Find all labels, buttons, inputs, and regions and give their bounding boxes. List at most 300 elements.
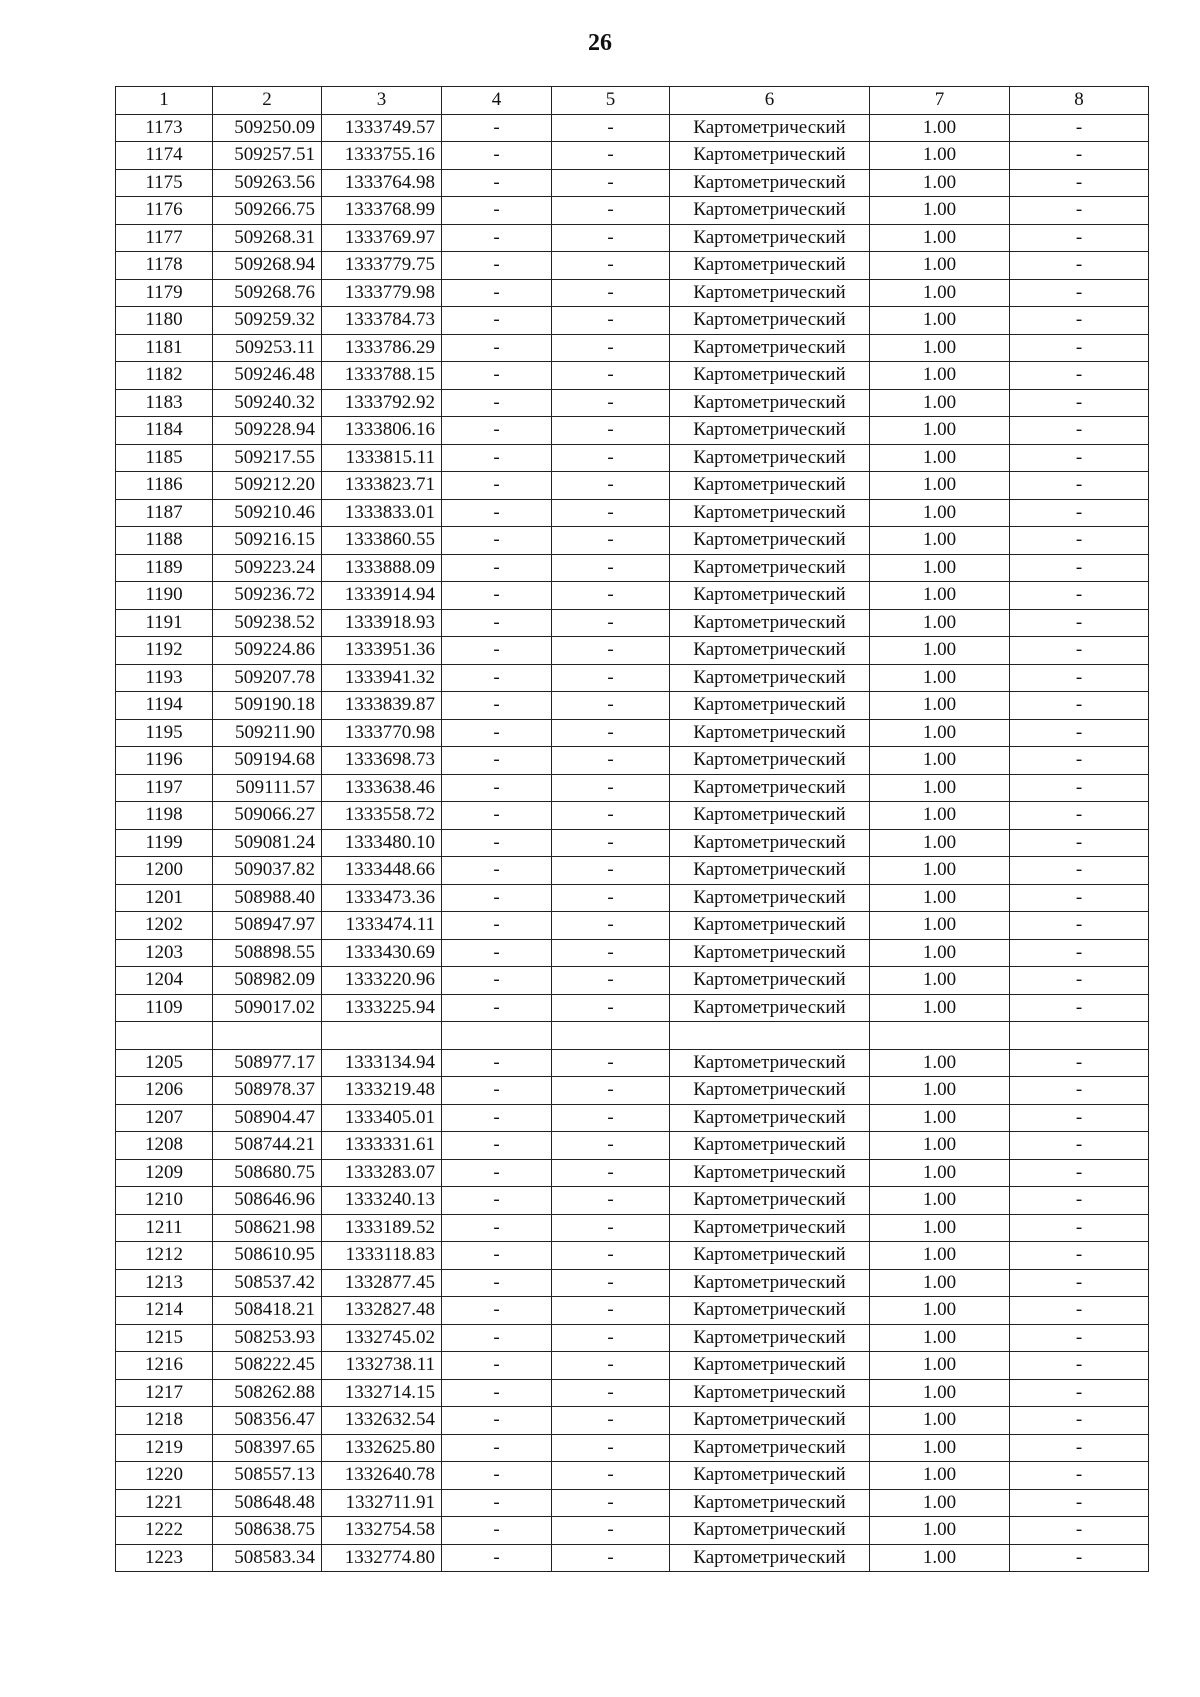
- cell-col-8: -: [1010, 664, 1149, 692]
- cell-col-5: -: [552, 1517, 670, 1545]
- cell-col-5: -: [552, 637, 670, 665]
- cell-point-number: 1186: [116, 472, 213, 500]
- cell-method: Картометрический: [670, 389, 870, 417]
- cell-method: Картометрический: [670, 1159, 870, 1187]
- cell-col-4: -: [442, 554, 552, 582]
- cell-col-5: -: [552, 1352, 670, 1380]
- cell-col-5: -: [552, 1049, 670, 1077]
- cell-col-4: -: [442, 472, 552, 500]
- cell-y-coordinate: 1333786.29: [322, 334, 442, 362]
- table-row: [116, 1324, 1149, 1352]
- cell-x-coordinate: 508262.88: [213, 1379, 322, 1407]
- cell-y-coordinate: 1333698.73: [322, 747, 442, 775]
- cell-col-4: -: [442, 939, 552, 967]
- cell-col-8: -: [1010, 1159, 1149, 1187]
- cell-col-4: -: [442, 1214, 552, 1242]
- cell-col-4: -: [442, 114, 552, 142]
- cell-col-4: [442, 1022, 552, 1050]
- cell-y-coordinate: 1333788.15: [322, 362, 442, 390]
- coordinates-table: [115, 86, 1149, 1572]
- cell-col-5: -: [552, 857, 670, 885]
- cell-col-4: -: [442, 417, 552, 445]
- cell-point-number: 1212: [116, 1242, 213, 1270]
- cell-col-8: -: [1010, 1352, 1149, 1380]
- cell-col-8: -: [1010, 362, 1149, 390]
- cell-accuracy: 1.00: [870, 1489, 1010, 1517]
- cell-method: Картометрический: [670, 1297, 870, 1325]
- cell-col-4: -: [442, 307, 552, 335]
- cell-point-number: 1211: [116, 1214, 213, 1242]
- cell-x-coordinate: 508621.98: [213, 1214, 322, 1242]
- cell-col-5: -: [552, 389, 670, 417]
- cell-method: Картометрический: [670, 967, 870, 995]
- cell-point-number: 1206: [116, 1077, 213, 1105]
- cell-col-4: -: [442, 1434, 552, 1462]
- cell-accuracy: 1.00: [870, 857, 1010, 885]
- cell-col-5: -: [552, 582, 670, 610]
- cell-point-number: 1198: [116, 802, 213, 830]
- cell-accuracy: 1.00: [870, 664, 1010, 692]
- table-row: [116, 1379, 1149, 1407]
- cell-col-4: -: [442, 1324, 552, 1352]
- cell-col-5: -: [552, 802, 670, 830]
- cell-method: Картометрический: [670, 114, 870, 142]
- cell-point-number: 1216: [116, 1352, 213, 1380]
- cell-col-5: -: [552, 1077, 670, 1105]
- cell-x-coordinate: 509212.20: [213, 472, 322, 500]
- cell-col-4: -: [442, 1379, 552, 1407]
- cell-point-number: 1197: [116, 774, 213, 802]
- cell-col-5: -: [552, 114, 670, 142]
- table-row: [116, 362, 1149, 390]
- cell-accuracy: 1.00: [870, 252, 1010, 280]
- cell-method: Картометрический: [670, 1132, 870, 1160]
- cell-col-4: -: [442, 719, 552, 747]
- cell-method: Картометрический: [670, 747, 870, 775]
- cell-point-number: 1192: [116, 637, 213, 665]
- cell-method: Картометрический: [670, 1214, 870, 1242]
- cell-col-8: -: [1010, 197, 1149, 225]
- cell-col-5: -: [552, 1104, 670, 1132]
- cell-col-5: -: [552, 1159, 670, 1187]
- cell-col-5: -: [552, 1269, 670, 1297]
- cell-col-8: -: [1010, 1462, 1149, 1490]
- cell-col-5: -: [552, 1379, 670, 1407]
- cell-y-coordinate: 1333638.46: [322, 774, 442, 802]
- cell-accuracy: 1.00: [870, 334, 1010, 362]
- cell-point-number: 1204: [116, 967, 213, 995]
- cell-col-5: -: [552, 1214, 670, 1242]
- cell-y-coordinate: 1333833.01: [322, 499, 442, 527]
- table-row: [116, 1049, 1149, 1077]
- cell-point-number: 1223: [116, 1544, 213, 1572]
- cell-col-8: -: [1010, 1132, 1149, 1160]
- cell-point-number: 1188: [116, 527, 213, 555]
- cell-col-8: [1010, 1022, 1149, 1050]
- table-row: [116, 719, 1149, 747]
- cell-col-8: -: [1010, 857, 1149, 885]
- cell-x-coordinate: 509223.24: [213, 554, 322, 582]
- cell-point-number: 1207: [116, 1104, 213, 1132]
- cell-point-number: 1205: [116, 1049, 213, 1077]
- cell-x-coordinate: 508648.48: [213, 1489, 322, 1517]
- cell-col-5: -: [552, 417, 670, 445]
- cell-method: Картометрический: [670, 774, 870, 802]
- cell-point-number: 1193: [116, 664, 213, 692]
- cell-col-8: -: [1010, 1104, 1149, 1132]
- cell-col-8: -: [1010, 1544, 1149, 1572]
- table-row: [116, 334, 1149, 362]
- cell-accuracy: 1.00: [870, 582, 1010, 610]
- cell-x-coordinate: 508646.96: [213, 1187, 322, 1215]
- cell-accuracy: 1.00: [870, 472, 1010, 500]
- cell-col-4: -: [442, 1407, 552, 1435]
- header-cell-4: 4: [442, 87, 552, 115]
- cell-method: Картометрический: [670, 169, 870, 197]
- cell-y-coordinate: 1332827.48: [322, 1297, 442, 1325]
- cell-accuracy: 1.00: [870, 1104, 1010, 1132]
- cell-col-4: -: [442, 1297, 552, 1325]
- cell-col-5: -: [552, 884, 670, 912]
- cell-col-4: -: [442, 967, 552, 995]
- table-row: [116, 252, 1149, 280]
- cell-col-4: -: [442, 637, 552, 665]
- cell-method: Картометрический: [670, 1269, 870, 1297]
- table-row: [116, 912, 1149, 940]
- table-row: [116, 1352, 1149, 1380]
- cell-accuracy: 1.00: [870, 499, 1010, 527]
- cell-y-coordinate: 1333779.98: [322, 279, 442, 307]
- table-row: [116, 1434, 1149, 1462]
- cell-y-coordinate: 1333558.72: [322, 802, 442, 830]
- table-row: [116, 197, 1149, 225]
- table-row: [116, 554, 1149, 582]
- cell-col-5: -: [552, 1242, 670, 1270]
- cell-col-5: -: [552, 1132, 670, 1160]
- cell-col-5: -: [552, 527, 670, 555]
- cell-col-8: -: [1010, 774, 1149, 802]
- cell-col-4: -: [442, 1462, 552, 1490]
- cell-accuracy: 1.00: [870, 912, 1010, 940]
- table-row: [116, 857, 1149, 885]
- page-number: 26: [588, 30, 612, 56]
- cell-x-coordinate: 509238.52: [213, 609, 322, 637]
- table-row: [116, 967, 1149, 995]
- table-row: [116, 527, 1149, 555]
- cell-col-4: -: [442, 279, 552, 307]
- cell-point-number: 1203: [116, 939, 213, 967]
- cell-col-8: -: [1010, 252, 1149, 280]
- table-row: [116, 1159, 1149, 1187]
- cell-col-4: -: [442, 1104, 552, 1132]
- cell-accuracy: 1.00: [870, 142, 1010, 170]
- cell-point-number: 1215: [116, 1324, 213, 1352]
- cell-x-coordinate: 508982.09: [213, 967, 322, 995]
- table-body: [116, 114, 1149, 1572]
- cell-method: Картометрический: [670, 1324, 870, 1352]
- table-row: [116, 802, 1149, 830]
- cell-method: Картометрический: [670, 994, 870, 1022]
- cell-y-coordinate: 1333283.07: [322, 1159, 442, 1187]
- cell-method: Картометрический: [670, 252, 870, 280]
- cell-method: Картометрический: [670, 912, 870, 940]
- cell-x-coordinate: 509250.09: [213, 114, 322, 142]
- cell-x-coordinate: 509246.48: [213, 362, 322, 390]
- cell-col-8: -: [1010, 1434, 1149, 1462]
- header-cell-5: 5: [552, 87, 670, 115]
- cell-x-coordinate: 509211.90: [213, 719, 322, 747]
- cell-col-4: -: [442, 224, 552, 252]
- cell-y-coordinate: 1333768.99: [322, 197, 442, 225]
- cell-col-8: -: [1010, 1269, 1149, 1297]
- cell-point-number: 1219: [116, 1434, 213, 1462]
- cell-x-coordinate: 509190.18: [213, 692, 322, 720]
- cell-col-5: -: [552, 169, 670, 197]
- cell-x-coordinate: 508947.97: [213, 912, 322, 940]
- cell-point-number: 1222: [116, 1517, 213, 1545]
- cell-point-number: 1176: [116, 197, 213, 225]
- table-row: [116, 1407, 1149, 1435]
- table-row: [116, 224, 1149, 252]
- cell-y-coordinate: 1333839.87: [322, 692, 442, 720]
- cell-y-coordinate: 1333331.61: [322, 1132, 442, 1160]
- cell-col-5: [552, 1022, 670, 1050]
- cell-accuracy: 1.00: [870, 692, 1010, 720]
- cell-point-number: 1196: [116, 747, 213, 775]
- cell-x-coordinate: 509217.55: [213, 444, 322, 472]
- cell-point-number: 1180: [116, 307, 213, 335]
- cell-x-coordinate: 509228.94: [213, 417, 322, 445]
- cell-y-coordinate: 1333764.98: [322, 169, 442, 197]
- cell-method: Картометрический: [670, 857, 870, 885]
- cell-point-number: 1195: [116, 719, 213, 747]
- cell-col-5: -: [552, 1462, 670, 1490]
- cell-accuracy: 1.00: [870, 1407, 1010, 1435]
- cell-col-8: -: [1010, 114, 1149, 142]
- cell-point-number: 1199: [116, 829, 213, 857]
- cell-point-number: 1202: [116, 912, 213, 940]
- cell-accuracy: 1.00: [870, 1352, 1010, 1380]
- cell-method: Картометрический: [670, 1462, 870, 1490]
- cell-col-5: -: [552, 912, 670, 940]
- cell-col-5: -: [552, 967, 670, 995]
- cell-x-coordinate: 509066.27: [213, 802, 322, 830]
- cell-col-8: -: [1010, 554, 1149, 582]
- cell-point-number: 1175: [116, 169, 213, 197]
- cell-col-5: -: [552, 719, 670, 747]
- cell-accuracy: 1.00: [870, 527, 1010, 555]
- cell-y-coordinate: 1332711.91: [322, 1489, 442, 1517]
- cell-x-coordinate: 509240.32: [213, 389, 322, 417]
- cell-x-coordinate: 508557.13: [213, 1462, 322, 1490]
- cell-point-number: [116, 1022, 213, 1050]
- cell-point-number: 1184: [116, 417, 213, 445]
- table-row: [116, 1214, 1149, 1242]
- cell-x-coordinate: 508222.45: [213, 1352, 322, 1380]
- cell-accuracy: 1.00: [870, 747, 1010, 775]
- cell-method: [670, 1022, 870, 1050]
- cell-col-8: -: [1010, 1379, 1149, 1407]
- cell-y-coordinate: 1333888.09: [322, 554, 442, 582]
- cell-col-4: -: [442, 362, 552, 390]
- cell-method: Картометрический: [670, 279, 870, 307]
- cell-col-8: -: [1010, 389, 1149, 417]
- cell-x-coordinate: 509224.86: [213, 637, 322, 665]
- cell-accuracy: 1.00: [870, 389, 1010, 417]
- table-row: [116, 774, 1149, 802]
- cell-point-number: 1183: [116, 389, 213, 417]
- cell-col-4: -: [442, 334, 552, 362]
- cell-method: Картометрический: [670, 472, 870, 500]
- cell-x-coordinate: 508253.93: [213, 1324, 322, 1352]
- cell-col-4: -: [442, 774, 552, 802]
- cell-y-coordinate: 1333951.36: [322, 637, 442, 665]
- cell-col-5: -: [552, 609, 670, 637]
- cell-x-coordinate: 509268.31: [213, 224, 322, 252]
- cell-method: Картометрический: [670, 1407, 870, 1435]
- cell-col-4: -: [442, 499, 552, 527]
- cell-x-coordinate: 509207.78: [213, 664, 322, 692]
- cell-point-number: 1189: [116, 554, 213, 582]
- cell-x-coordinate: 509253.11: [213, 334, 322, 362]
- cell-point-number: 1218: [116, 1407, 213, 1435]
- cell-y-coordinate: 1333430.69: [322, 939, 442, 967]
- table-row: [116, 939, 1149, 967]
- cell-accuracy: 1.00: [870, 224, 1010, 252]
- cell-col-8: -: [1010, 609, 1149, 637]
- cell-col-4: -: [442, 1049, 552, 1077]
- cell-y-coordinate: 1333792.92: [322, 389, 442, 417]
- cell-col-4: -: [442, 1077, 552, 1105]
- cell-y-coordinate: 1333755.16: [322, 142, 442, 170]
- cell-point-number: 1174: [116, 142, 213, 170]
- table-row: [116, 1132, 1149, 1160]
- cell-y-coordinate: 1333769.97: [322, 224, 442, 252]
- cell-method: Картометрический: [670, 554, 870, 582]
- cell-point-number: 1194: [116, 692, 213, 720]
- table-row: [116, 1489, 1149, 1517]
- table-row: [116, 389, 1149, 417]
- cell-x-coordinate: 508680.75: [213, 1159, 322, 1187]
- cell-method: Картометрический: [670, 1434, 870, 1462]
- cell-y-coordinate: 1333941.32: [322, 664, 442, 692]
- cell-col-4: -: [442, 884, 552, 912]
- cell-point-number: 1187: [116, 499, 213, 527]
- cell-col-8: -: [1010, 637, 1149, 665]
- cell-method: Картометрический: [670, 609, 870, 637]
- table-row: [116, 114, 1149, 142]
- cell-col-5: -: [552, 279, 670, 307]
- cell-y-coordinate: 1332640.78: [322, 1462, 442, 1490]
- header-cell-1: 1: [116, 87, 213, 115]
- cell-method: Картометрический: [670, 1104, 870, 1132]
- cell-accuracy: [870, 1022, 1010, 1050]
- cell-y-coordinate: 1333219.48: [322, 1077, 442, 1105]
- cell-y-coordinate: 1332632.54: [322, 1407, 442, 1435]
- cell-col-4: -: [442, 197, 552, 225]
- cell-y-coordinate: 1332774.80: [322, 1544, 442, 1572]
- cell-col-4: -: [442, 1187, 552, 1215]
- table-row: [116, 142, 1149, 170]
- cell-accuracy: 1.00: [870, 114, 1010, 142]
- cell-col-5: -: [552, 142, 670, 170]
- header-cell-7: 7: [870, 87, 1010, 115]
- cell-y-coordinate: 1333823.71: [322, 472, 442, 500]
- cell-y-coordinate: 1333240.13: [322, 1187, 442, 1215]
- cell-col-4: -: [442, 1269, 552, 1297]
- header-cell-3: 3: [322, 87, 442, 115]
- cell-y-coordinate: 1333118.83: [322, 1242, 442, 1270]
- cell-col-8: -: [1010, 1489, 1149, 1517]
- table-row: [116, 582, 1149, 610]
- cell-col-5: -: [552, 224, 670, 252]
- cell-col-4: -: [442, 169, 552, 197]
- cell-accuracy: 1.00: [870, 939, 1010, 967]
- cell-col-5: -: [552, 692, 670, 720]
- cell-col-4: -: [442, 1517, 552, 1545]
- cell-col-4: -: [442, 252, 552, 280]
- cell-method: Картометрический: [670, 334, 870, 362]
- cell-y-coordinate: 1332745.02: [322, 1324, 442, 1352]
- cell-col-4: -: [442, 747, 552, 775]
- cell-col-4: -: [442, 582, 552, 610]
- cell-x-coordinate: 508977.17: [213, 1049, 322, 1077]
- cell-col-8: -: [1010, 142, 1149, 170]
- cell-col-5: -: [552, 829, 670, 857]
- cell-col-8: -: [1010, 279, 1149, 307]
- cell-accuracy: 1.00: [870, 279, 1010, 307]
- cell-col-8: -: [1010, 884, 1149, 912]
- cell-col-4: -: [442, 829, 552, 857]
- cell-col-8: -: [1010, 1324, 1149, 1352]
- cell-method: Картометрический: [670, 692, 870, 720]
- cell-accuracy: 1.00: [870, 1297, 1010, 1325]
- cell-col-5: -: [552, 334, 670, 362]
- cell-y-coordinate: 1333860.55: [322, 527, 442, 555]
- cell-accuracy: 1.00: [870, 1132, 1010, 1160]
- header-cell-8: 8: [1010, 87, 1149, 115]
- cell-col-8: -: [1010, 582, 1149, 610]
- cell-y-coordinate: 1333770.98: [322, 719, 442, 747]
- cell-method: Картометрический: [670, 444, 870, 472]
- cell-point-number: 1173: [116, 114, 213, 142]
- cell-col-5: -: [552, 1187, 670, 1215]
- table-row: [116, 994, 1149, 1022]
- table-row: [116, 1544, 1149, 1572]
- table-row: [116, 279, 1149, 307]
- cell-x-coordinate: 508904.47: [213, 1104, 322, 1132]
- cell-accuracy: 1.00: [870, 1159, 1010, 1187]
- table-row: [116, 1104, 1149, 1132]
- cell-col-5: -: [552, 472, 670, 500]
- cell-y-coordinate: 1333914.94: [322, 582, 442, 610]
- cell-accuracy: 1.00: [870, 802, 1010, 830]
- cell-col-8: -: [1010, 994, 1149, 1022]
- cell-col-8: -: [1010, 472, 1149, 500]
- cell-accuracy: 1.00: [870, 169, 1010, 197]
- cell-method: Картометрический: [670, 802, 870, 830]
- cell-method: Картометрический: [670, 582, 870, 610]
- cell-x-coordinate: 508397.65: [213, 1434, 322, 1462]
- cell-point-number: 1213: [116, 1269, 213, 1297]
- cell-accuracy: 1.00: [870, 829, 1010, 857]
- header-cell-6: 6: [670, 87, 870, 115]
- cell-point-number: 1221: [116, 1489, 213, 1517]
- cell-col-5: -: [552, 362, 670, 390]
- cell-method: Картометрический: [670, 1187, 870, 1215]
- cell-x-coordinate: 509268.94: [213, 252, 322, 280]
- cell-y-coordinate: 1333448.66: [322, 857, 442, 885]
